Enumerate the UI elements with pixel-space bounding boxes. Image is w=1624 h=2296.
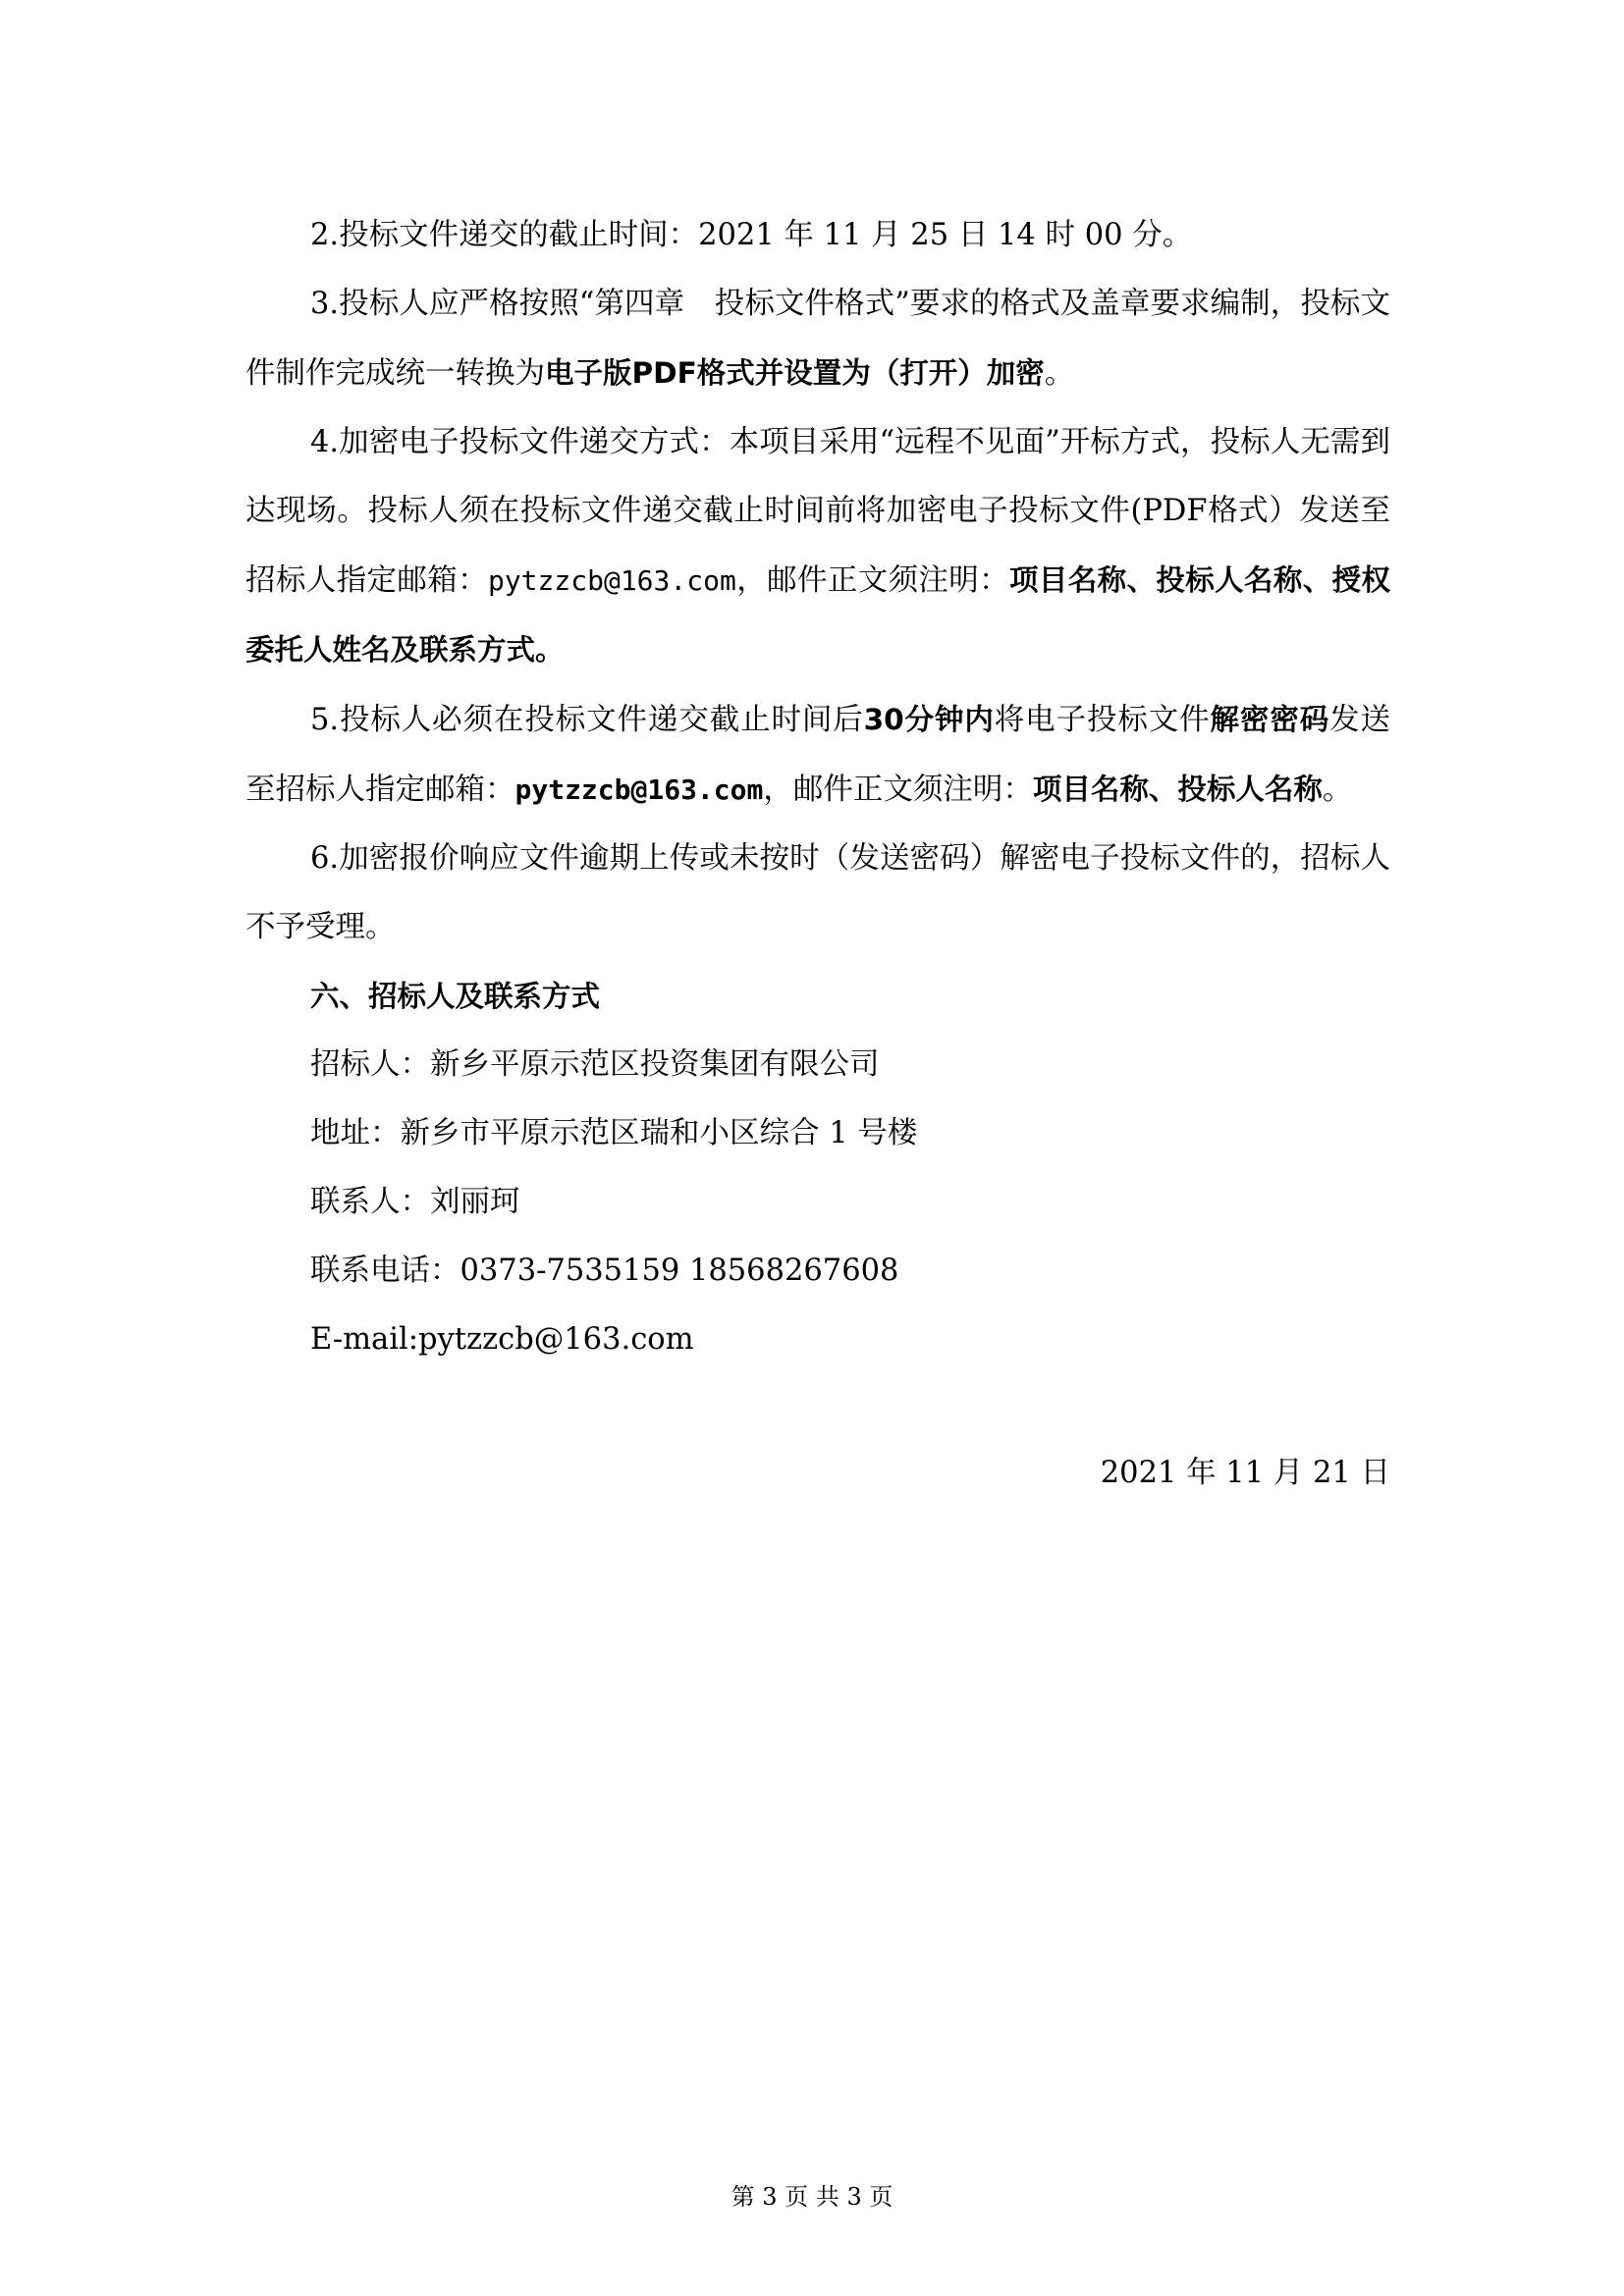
item-5-end: 。: [1322, 773, 1353, 807]
item-5-mid-text-3: ，邮件正文须注明：: [763, 773, 1033, 807]
item-5-mid-text-1: 将电子投标文件: [994, 703, 1211, 737]
item-4-bold-text: 项目名称、投标人名称、授权委托人姓名及联系方式。: [245, 563, 1390, 667]
contact-section: [245, 962, 1390, 1374]
contact-person-line: 联系人：刘丽珂: [310, 1185, 520, 1219]
item-5-bold-password: 解密密码: [1210, 703, 1330, 736]
document-date: 2021 年 11 月 21 日: [1100, 1456, 1390, 1490]
item-2-deadline: 2.投标文件递交的截止时间：2021 年 11 月 25 日 14 时 00 分。: [310, 218, 1193, 252]
item-3-text: 3.投标人应严格按照“第四章 投标文件格式”要求的格式及盖章要求编制，投标文件制作完成统一转换为: [245, 287, 1390, 391]
address-line: 地址：新乡市平原示范区瑞和小区综合 1 号楼: [310, 1116, 918, 1150]
item-6-rejection: 6.加密报价响应文件逾期上传或未按时（发送密码）解密电子投标文件的，招标人不予受理。: [245, 841, 1390, 944]
item-5-password-submission: [245, 685, 1390, 825]
email-line[interactable]: E-mail:pytzzcb@163.com: [310, 1322, 694, 1357]
item-5-text: 5.投标人必须在投标文件递交截止时间后: [310, 703, 864, 737]
item-5-email-link[interactable]: pytzzcb@163.com: [514, 774, 764, 806]
item-3-format-requirement: [245, 270, 1390, 408]
item-4-text: 4.加密电子投标文件递交方式：本项目采用“远程不见面”开标方式，投标人无需到达现场。投标人须在投标文件递交截止时间前将加密电子投标文件(PDF格式）发送至招标人指定邮箱：: [245, 425, 1390, 598]
item-3-end: 。: [1044, 356, 1075, 391]
phone-line: 联系电话：0373-7535159 18568267608: [310, 1254, 899, 1288]
item-3-bold-text: 电子版PDF格式并设置为（打开）加密: [545, 356, 1045, 390]
item-5-bold-text: 项目名称、投标人名称: [1032, 773, 1323, 806]
page-footer: 第 3 页 共 3 页: [731, 2183, 893, 2211]
item-4-mid-text: ，邮件正文须注明：: [735, 563, 1010, 598]
item-4-email-link[interactable]: pytzzcb@163.com: [487, 564, 736, 597]
item-5-mid-text-2: 发送至招标人指定邮箱：: [245, 703, 1391, 807]
item-4-submission-method: [245, 408, 1390, 685]
tenderer-line: 招标人：新乡平原示范区投资集团有限公司: [310, 1047, 880, 1082]
item-5-bold-time: 30分钟内: [863, 703, 995, 736]
document-body: [245, 201, 1390, 1374]
section-heading: 六、招标人及联系方式: [310, 980, 601, 1013]
